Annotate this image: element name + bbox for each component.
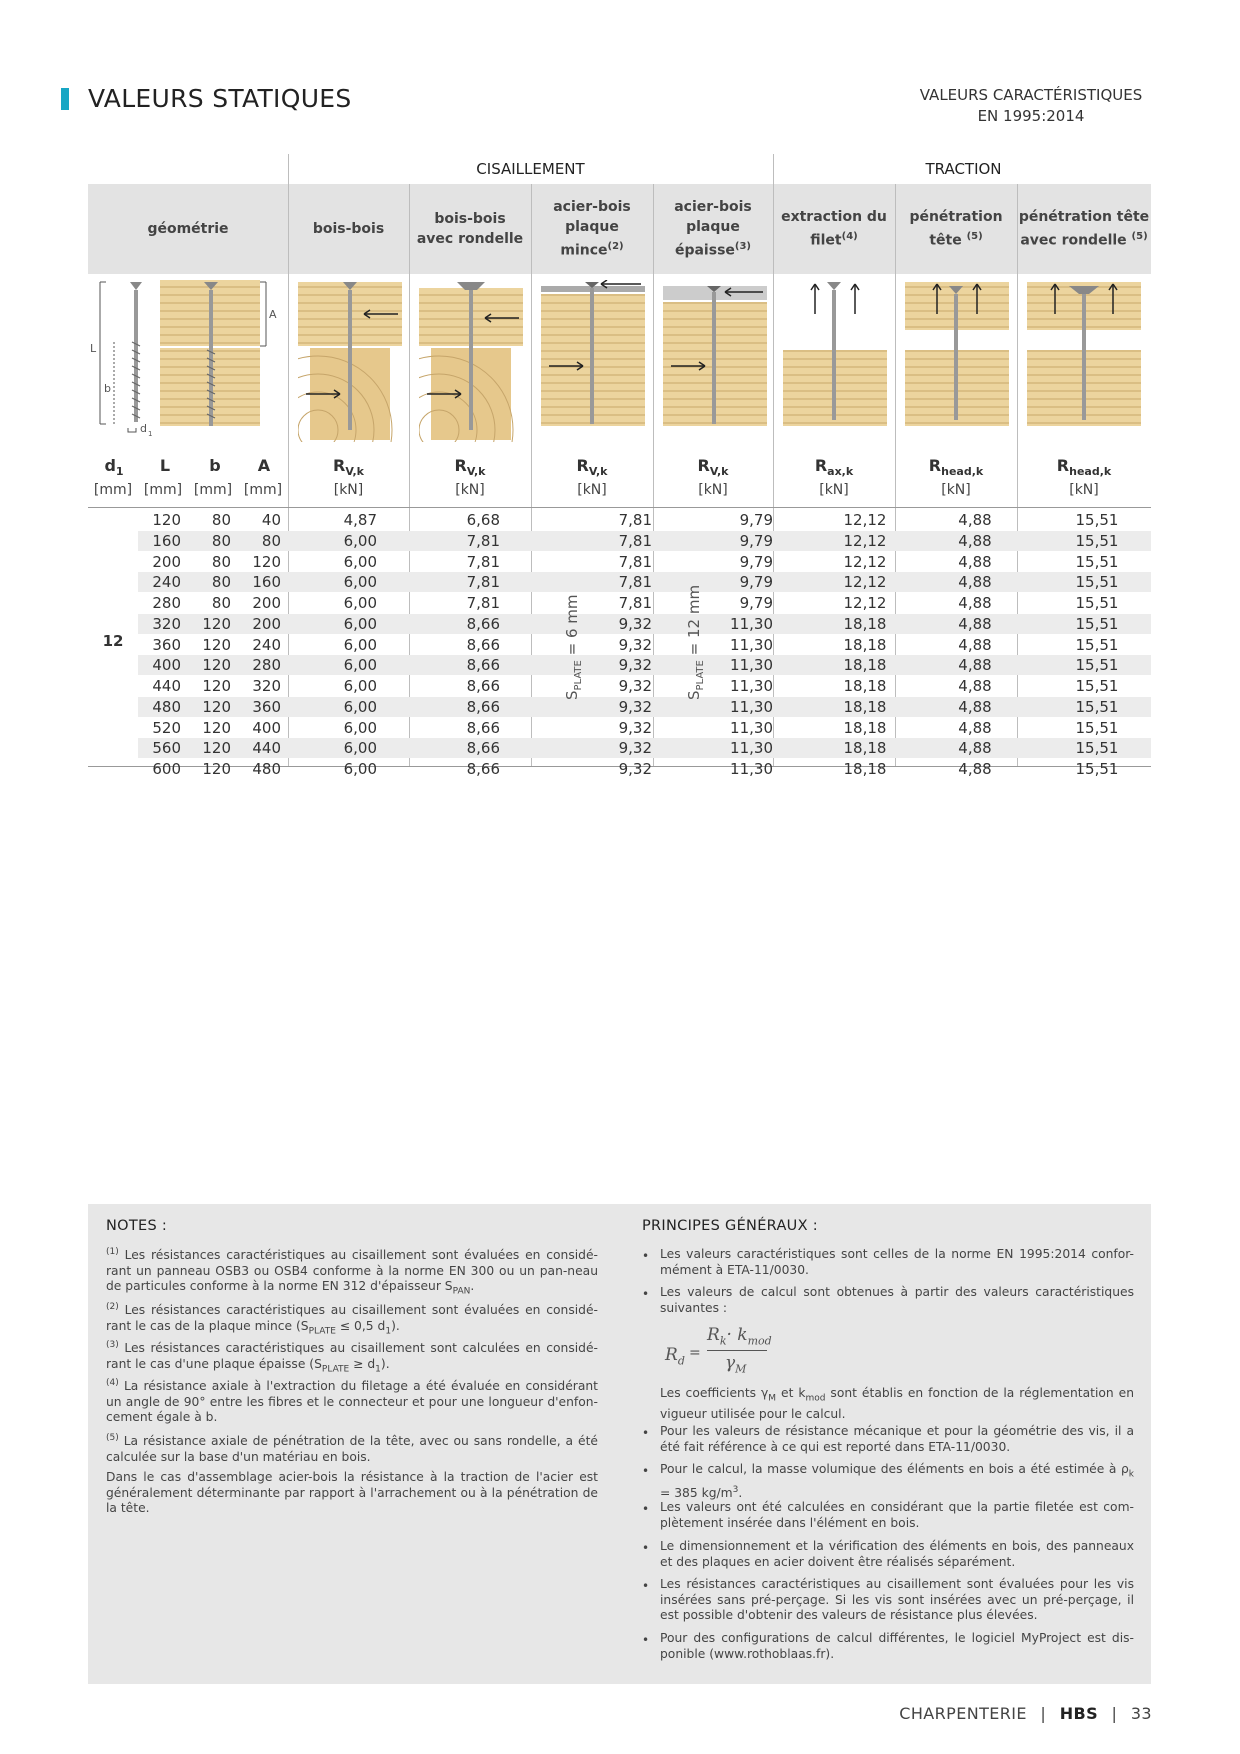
page-footer bbox=[899, 1704, 1152, 1723]
table-cell: 160 bbox=[252, 573, 281, 592]
table-cell: 4,88 bbox=[958, 614, 992, 633]
table-cell: 15,51 bbox=[1075, 677, 1119, 695]
table-cell: 7,81 bbox=[466, 531, 500, 550]
principles-title: PRINCIPES GÉNÉRAUX : bbox=[642, 1218, 818, 1234]
table-cell: 440 bbox=[252, 739, 281, 758]
table-cell: 11,30 bbox=[730, 697, 773, 716]
table-cell: 18,18 bbox=[843, 697, 887, 716]
table-cell: 240 bbox=[152, 573, 181, 592]
table-cell: 4,88 bbox=[958, 718, 992, 737]
note-6: Dans le cas d'assemblage acier-bois la résistance à la traction de l'acier est généralement déterminante par rapport à l'arrachement ou à la pénétration de la tête. bbox=[106, 1470, 598, 1515]
penetration-diagram bbox=[905, 280, 1009, 442]
sym-rax: $R_{ax,k}$ bbox=[814, 456, 854, 479]
table-cell: 7,81 bbox=[618, 511, 652, 529]
table-cell: 120 bbox=[202, 677, 231, 695]
sym-A: A bbox=[257, 456, 271, 475]
table-cell: 18,18 bbox=[843, 739, 887, 758]
table-cell: 200 bbox=[252, 594, 281, 612]
table-cell: 120 bbox=[202, 635, 231, 654]
table-cell: 6,00 bbox=[343, 594, 377, 612]
unit-kn: [kN] bbox=[577, 482, 607, 498]
table-cell: 12,12 bbox=[843, 594, 887, 612]
table-cell: 15,51 bbox=[1075, 760, 1119, 778]
footer-product: HBS bbox=[1059, 1704, 1099, 1723]
penetration-rondelle-diagram bbox=[1027, 280, 1141, 442]
table-cell: 120 bbox=[202, 614, 231, 633]
svg-text:A: A bbox=[269, 308, 277, 321]
table-cell: 6,00 bbox=[343, 760, 377, 778]
acier-mince-diagram bbox=[541, 280, 645, 442]
table-cell: 360 bbox=[152, 635, 181, 654]
sym-b: b bbox=[209, 456, 221, 475]
table-cell: 15,51 bbox=[1075, 531, 1119, 550]
table-cell: 15,51 bbox=[1075, 511, 1119, 529]
table-cell: 6,68 bbox=[466, 511, 500, 529]
page-number: 33 bbox=[1130, 1704, 1152, 1723]
bullet-icon: • bbox=[642, 1541, 650, 1555]
note-4: $^{(4)}$ La résistance axiale à l'extraction du filetage a été évaluée en considérant un angle de 90° entre les fibres et le connecteur et pour une longueur d'enfon-cement égale à b. bbox=[106, 1378, 598, 1425]
sym-rv-2: $R_{V,k}$ bbox=[454, 456, 486, 479]
sym-rv-3: $R_{V,k}$ bbox=[576, 456, 608, 479]
table-cell: 80 bbox=[211, 531, 231, 550]
col-extraction: extraction du filet$^{(4)}$ bbox=[781, 209, 887, 249]
table-cell: 9,32 bbox=[618, 739, 652, 758]
title-accent-bar bbox=[61, 88, 69, 110]
table-cell: 120 bbox=[252, 552, 281, 571]
table-cell: 4,88 bbox=[958, 656, 992, 675]
table-cell: 9,32 bbox=[618, 656, 652, 675]
footer-separator: | bbox=[1040, 1704, 1047, 1723]
col-bois-bois-rondelle: bois-bois avec rondelle bbox=[416, 211, 524, 247]
table-cell: 15,51 bbox=[1075, 656, 1119, 675]
table-cell: 9,32 bbox=[618, 614, 652, 633]
table-cell: 18,18 bbox=[843, 718, 887, 737]
table-cell: 400 bbox=[252, 718, 281, 737]
table-cell: 15,51 bbox=[1075, 635, 1119, 654]
table-cell: 320 bbox=[252, 677, 281, 695]
splate-thick-label: $S_{PLATE} = 12$ mm bbox=[685, 584, 706, 700]
table-cell: 120 bbox=[152, 511, 181, 529]
table-cell: 4,88 bbox=[958, 697, 992, 716]
note-5: $^{(5)}$ La résistance axiale de pénétration de la tête, avec ou sans rondelle, a été calculée sur la base d'un matériau en bois. bbox=[106, 1433, 598, 1464]
table-cell: 18,18 bbox=[843, 656, 887, 675]
table-cell: 120 bbox=[202, 656, 231, 675]
table-cell: 18,18 bbox=[843, 760, 887, 778]
d1-value: 12 bbox=[102, 632, 124, 650]
table-cell: 320 bbox=[152, 614, 181, 633]
unit-kn: [kN] bbox=[1069, 482, 1099, 498]
table-cell: 400 bbox=[152, 656, 181, 675]
sym-rv-1: $R_{V,k}$ bbox=[333, 456, 364, 479]
table-cell: 11,30 bbox=[730, 739, 773, 758]
table-cell: 8,66 bbox=[466, 656, 500, 675]
table-cell: 15,51 bbox=[1075, 614, 1119, 633]
sym-rhead-2: $R_{head,k}$ bbox=[1056, 456, 1112, 479]
table-cell: 7,81 bbox=[618, 552, 652, 571]
table-cell: 9,32 bbox=[618, 760, 652, 778]
sym-d1: $d_1$ bbox=[104, 456, 124, 479]
table-cell: 6,00 bbox=[343, 697, 377, 716]
table-cell: 600 bbox=[152, 760, 181, 778]
bullet-icon: • bbox=[642, 1426, 650, 1440]
col-bois-bois: bois-bois bbox=[312, 221, 385, 237]
unit-A: [mm] bbox=[243, 482, 283, 498]
table-cell: 6,00 bbox=[343, 656, 377, 675]
table-cell: 11,30 bbox=[730, 635, 773, 654]
table-cell: 9,79 bbox=[739, 552, 773, 571]
table-cell: 12,12 bbox=[843, 531, 887, 550]
unit-L: [mm] bbox=[143, 482, 183, 498]
group-traction: TRACTION bbox=[925, 160, 1002, 178]
table-cell: 9,32 bbox=[618, 697, 652, 716]
bullet-icon: • bbox=[642, 1502, 650, 1516]
table-cell: 80 bbox=[261, 531, 281, 550]
bullet-icon: • bbox=[642, 1633, 650, 1647]
bullet-icon: • bbox=[642, 1287, 650, 1301]
principle-8: Pour des configurations de calcul différentes, le logiciel MyProject est dis-ponible (www.rothoblaas.fr). bbox=[660, 1631, 1134, 1661]
table-cell: 80 bbox=[211, 594, 231, 612]
sym-rv-4: $R_{V,k}$ bbox=[697, 456, 729, 479]
table-cell: 9,32 bbox=[618, 677, 652, 695]
unit-kn: [kN] bbox=[333, 482, 364, 498]
principle-2: Les valeurs de calcul sont obtenues à partir des valeurs caractéristiques suivantes : bbox=[660, 1285, 1134, 1315]
principle-7: Les résistances caractéristiques au cisaillement sont évaluées pour les vis insérées sans pré-perçage. Si les vis sont insérées avec un pré-perçage, il est possible d'obtenir des valeurs de résistance plus élevées. bbox=[660, 1577, 1134, 1622]
table-cell: 8,66 bbox=[466, 718, 500, 737]
table-cell: 360 bbox=[252, 697, 281, 716]
table-cell: 8,66 bbox=[466, 677, 500, 695]
unit-kn: [kN] bbox=[819, 482, 849, 498]
table-cell: 6,00 bbox=[343, 531, 377, 550]
bullet-icon: • bbox=[642, 1579, 650, 1593]
page-title: VALEURS STATIQUES bbox=[88, 84, 352, 113]
table-cell: 9,79 bbox=[739, 594, 773, 612]
table-cell: 11,30 bbox=[730, 614, 773, 633]
col-penetration-rondelle: pénétration tête avec rondelle $^{(5)}$ bbox=[1018, 209, 1150, 249]
table-cell: 280 bbox=[152, 594, 181, 612]
table-cell: 200 bbox=[252, 614, 281, 633]
principle-6: Le dimensionnement et la vérification des éléments en bois, des panneaux et des plaques en acier doivent être réalisés séparément. bbox=[660, 1539, 1134, 1569]
table-cell: 9,79 bbox=[739, 573, 773, 592]
table-cell: 4,88 bbox=[958, 739, 992, 758]
footer-section: CHARPENTERIE bbox=[899, 1704, 1027, 1723]
unit-b: [mm] bbox=[193, 482, 233, 498]
unit-kn: [kN] bbox=[455, 482, 485, 498]
table-cell: 9,32 bbox=[618, 718, 652, 737]
table-cell: 6,00 bbox=[343, 552, 377, 571]
splate-thin-label: $S_{PLATE} = 6$ mm bbox=[563, 594, 584, 700]
table-cell: 4,88 bbox=[958, 594, 992, 612]
bullet-icon: • bbox=[642, 1464, 650, 1478]
table-cell: 6,00 bbox=[343, 677, 377, 695]
notes-title: NOTES : bbox=[106, 1218, 168, 1234]
table-cell: 40 bbox=[261, 511, 281, 529]
table-cell: 18,18 bbox=[843, 635, 887, 654]
note-3: $^{(3)}$ Les résistances caractéristiques au cisaillement sont calculées en considé-rant le cas d'une plaque épaisse $(S_{PLATE} \ge d_1)$. bbox=[106, 1340, 598, 1375]
svg-text:1: 1 bbox=[148, 430, 153, 438]
col-geometry: géométrie bbox=[147, 221, 229, 237]
table-cell: 15,51 bbox=[1075, 573, 1119, 592]
page-subtitle-line2: EN 1995:2014 bbox=[977, 107, 1085, 125]
table-cell: 6,00 bbox=[343, 573, 377, 592]
table-cell: 4,88 bbox=[958, 531, 992, 550]
table-cell: 15,51 bbox=[1075, 739, 1119, 758]
table-cell: 240 bbox=[252, 635, 281, 654]
col-acier-epaisse: acier-bois plaque épaisse$^{(3)}$ bbox=[674, 199, 752, 259]
table-cell: 18,18 bbox=[843, 614, 887, 633]
table-cell: 12,12 bbox=[843, 552, 887, 571]
table-cell: 560 bbox=[152, 739, 181, 758]
svg-text:d: d bbox=[140, 422, 147, 435]
principle-1: Les valeurs caractéristiques sont celles de la norme EN 1995:2014 confor-mément à ETA-11/0030. bbox=[660, 1247, 1134, 1277]
header-rule bbox=[88, 507, 1151, 508]
table-cell: 4,88 bbox=[958, 511, 992, 529]
table-cell: 200 bbox=[152, 552, 181, 571]
table-cell: 9,79 bbox=[739, 531, 773, 550]
geometry-diagram bbox=[90, 280, 284, 442]
sym-rhead-1: $R_{head,k}$ bbox=[928, 456, 984, 479]
principle-2b: Les coefficients $\gamma_M$ et $k_{mod}$ sont établis en fonction de la réglementation en vigueur utilisée pour le calcul. bbox=[660, 1386, 1134, 1421]
table-cell: 4,88 bbox=[958, 635, 992, 654]
table-cell: 12,12 bbox=[843, 511, 887, 529]
table-cell: 4,88 bbox=[958, 573, 992, 592]
table-cell: 4,88 bbox=[958, 552, 992, 571]
group-shear: CISAILLEMENT bbox=[476, 160, 585, 178]
bois-bois-rondelle-diagram bbox=[419, 280, 523, 442]
table-cell: 8,66 bbox=[466, 614, 500, 633]
table-cell: 80 bbox=[211, 511, 231, 529]
table-cell: 11,30 bbox=[730, 677, 773, 695]
principle-3: Pour les valeurs de résistance mécanique et pour la géométrie des vis, il a été fait référence à ce qui est reporté dans ETA-11/0030. bbox=[660, 1424, 1134, 1454]
table-cell: 4,88 bbox=[958, 677, 992, 695]
table-cell: 80 bbox=[211, 573, 231, 592]
note-1: $^{(1)}$ Les résistances caractéristiques au cisaillement sont évaluées en considé-rant un panneau OSB3 ou OSB4 conforme à la norme EN 300 ou un pan-neau de particules conforme à la norme EN 312 d'épaisseur $S_{PAN}$. bbox=[106, 1247, 598, 1297]
design-formula: $R_d$ = $R_k\cdot k_{mod}$ $\gamma_M$ bbox=[665, 1325, 772, 1376]
table-cell: 11,30 bbox=[730, 760, 773, 778]
unit-kn: [kN] bbox=[698, 482, 728, 498]
table-cell: 6,00 bbox=[343, 614, 377, 633]
table-cell: 9,32 bbox=[618, 635, 652, 654]
table-cell: 7,81 bbox=[466, 594, 500, 612]
table-cell: 9,79 bbox=[739, 511, 773, 529]
svg-text:b: b bbox=[104, 382, 111, 395]
table-cell: 8,66 bbox=[466, 697, 500, 716]
table-cell: 520 bbox=[152, 718, 181, 737]
table-cell: 7,81 bbox=[618, 531, 652, 550]
extraction-diagram bbox=[783, 280, 887, 442]
table-cell: 6,00 bbox=[343, 718, 377, 737]
note-2: $^{(2)}$ Les résistances caractéristiques au cisaillement sont évaluées en considé-rant le cas de la plaque mince ($S_{PLATE} \le 0,5$ $d_1$). bbox=[106, 1302, 598, 1337]
table-cell: 8,66 bbox=[466, 635, 500, 654]
table-cell: 480 bbox=[152, 697, 181, 716]
table-cell: 4,88 bbox=[958, 760, 992, 778]
table-cell: 15,51 bbox=[1075, 718, 1119, 737]
page-subtitle-line1: VALEURS CARACTÉRISTIQUES bbox=[919, 86, 1143, 104]
acier-epaisse-diagram bbox=[663, 280, 767, 442]
table-cell: 80 bbox=[211, 552, 231, 571]
table-cell: 15,51 bbox=[1075, 594, 1119, 612]
table-cell: 11,30 bbox=[730, 656, 773, 675]
bois-bois-diagram bbox=[298, 280, 402, 442]
svg-text:L: L bbox=[90, 342, 97, 355]
table-cell: 160 bbox=[152, 531, 181, 550]
table-cell: 7,81 bbox=[466, 573, 500, 592]
table-cell: 440 bbox=[152, 677, 181, 695]
table-cell: 11,30 bbox=[730, 718, 773, 737]
table-cell: 15,51 bbox=[1075, 552, 1119, 571]
table-cell: 280 bbox=[252, 656, 281, 675]
col-penetration: pénétration tête $^{(5)}$ bbox=[909, 209, 1003, 249]
table-cell: 120 bbox=[202, 739, 231, 758]
table-cell: 6,00 bbox=[343, 739, 377, 758]
table-cell: 7,81 bbox=[618, 573, 652, 592]
col-acier-mince: acier-bois plaque mince$^{(2)}$ bbox=[553, 199, 631, 259]
table-cell: 7,81 bbox=[618, 594, 652, 612]
table-cell: 12,12 bbox=[843, 573, 887, 592]
table-cell: 15,51 bbox=[1075, 697, 1119, 716]
sym-L: L bbox=[159, 456, 171, 475]
table-cell: 120 bbox=[202, 718, 231, 737]
principle-5: Les valeurs ont été calculées en considérant que la partie filetée est com-plètement insérée dans l'élément en bois. bbox=[660, 1500, 1134, 1530]
bullet-icon: • bbox=[642, 1249, 650, 1263]
table-cell: 120 bbox=[202, 697, 231, 716]
table-cell: 480 bbox=[252, 760, 281, 778]
table-cell: 8,66 bbox=[466, 760, 500, 778]
table-cell: 18,18 bbox=[843, 677, 887, 695]
principle-4: Pour le calcul, la masse volumique des éléments en bois a été estimée à $\rho_k = 385$ $kg/m^3$. bbox=[660, 1462, 1134, 1501]
unit-kn: [kN] bbox=[941, 482, 971, 498]
table-cell: 4,87 bbox=[343, 511, 377, 529]
table-cell: 6,00 bbox=[343, 635, 377, 654]
footer-separator: | bbox=[1111, 1704, 1118, 1723]
table-cell: 120 bbox=[202, 760, 231, 778]
table-cell: 8,66 bbox=[466, 739, 500, 758]
unit-d1: [mm] bbox=[93, 482, 133, 498]
table-cell: 7,81 bbox=[466, 552, 500, 571]
